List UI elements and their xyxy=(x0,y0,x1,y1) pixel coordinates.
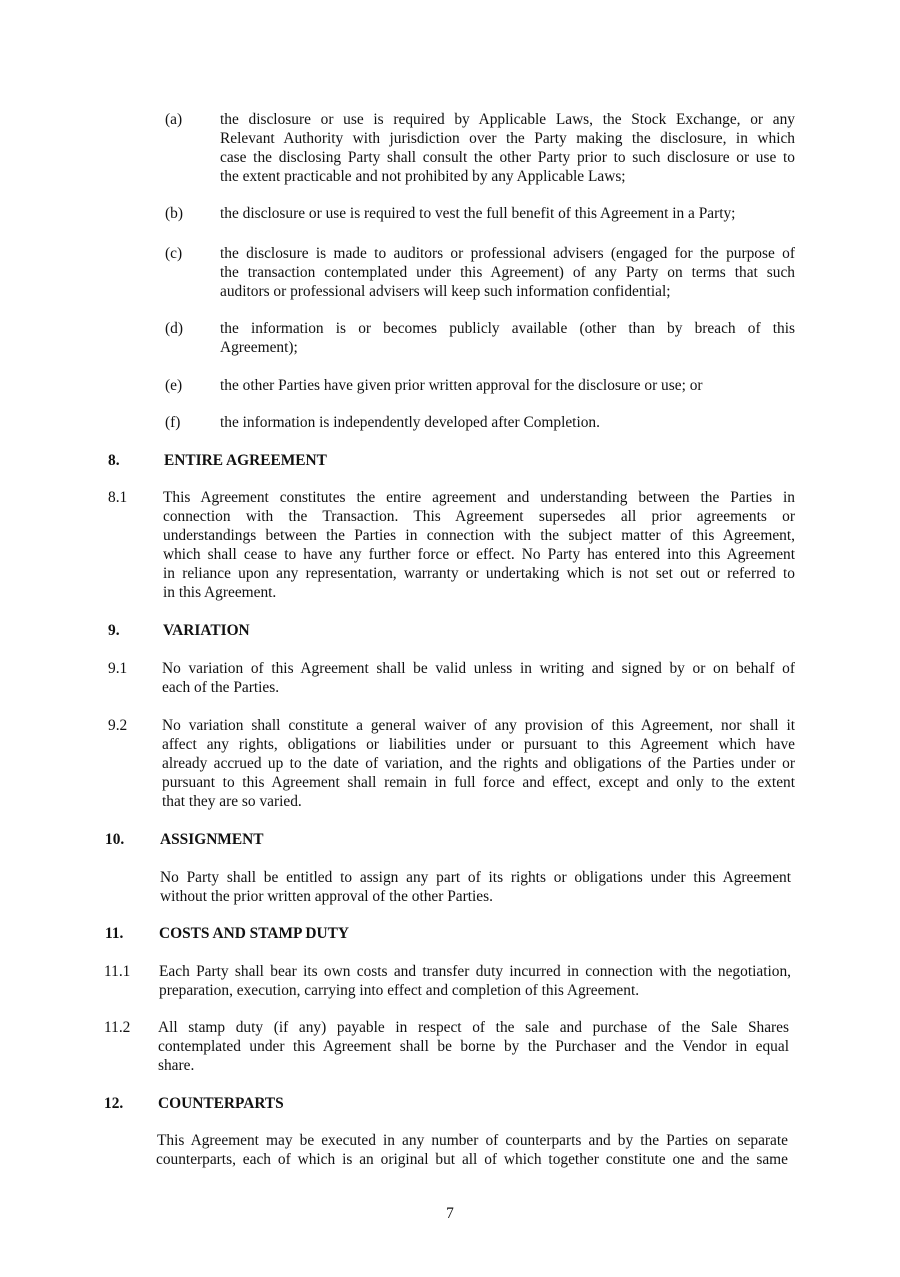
clause-text-line: preparation, execution, carrying into effect and completion of this Agreement. xyxy=(159,982,640,999)
item-label: (a) xyxy=(165,111,183,128)
item-text-line: the information is independently developed after Completion. xyxy=(220,414,600,431)
clause-text-line: Each Party shall bear its own costs and transfer duty incurred in connection with the negotiation, xyxy=(159,963,791,980)
clause-text-line: contemplated under this Agreement shall be borne by the Purchaser and the Vendor in equal xyxy=(158,1038,789,1055)
item-label: (c) xyxy=(165,245,183,262)
item-text-line: Agreement); xyxy=(220,339,298,356)
item-text-line: case the disclosing Party shall consult the other Party prior to such disclosure or use to xyxy=(220,149,795,166)
page-number: 7 xyxy=(446,1205,454,1222)
clause-text-line: counterparts, each of which is an original but all of which together constitute one and the same xyxy=(156,1151,788,1168)
clause-text-line: connection with the Transaction. This Agreement supersedes all prior agreements or xyxy=(163,508,795,525)
section-heading: ASSIGNMENT xyxy=(160,831,264,848)
item-text-line: the transaction contemplated under this Agreement) of any Party on terms that such xyxy=(220,264,795,281)
section-heading: COSTS AND STAMP DUTY xyxy=(159,925,349,942)
item-text-line: auditors or professional advisers will keep such information confidential; xyxy=(220,283,671,300)
clause-text-line: No Party shall be entitled to assign any part of its rights or obligations under this Agreement xyxy=(160,869,791,886)
item-text-line: the disclosure or use is required to vest the full benefit of this Agreement in a Party; xyxy=(220,205,736,222)
item-label: (b) xyxy=(165,205,183,222)
item-text-line: Relevant Authority with jurisdiction over the Party making the disclosure, in which xyxy=(220,130,795,147)
clause-number: 8.1 xyxy=(108,489,128,506)
clause-number: 11.1 xyxy=(104,963,131,980)
section-number: 9. xyxy=(108,622,120,639)
item-label: (e) xyxy=(165,377,183,394)
clause-number: 9.1 xyxy=(108,660,128,677)
clause-number: 9.2 xyxy=(108,717,128,734)
item-text-line: the extent practicable and not prohibited by any Applicable Laws; xyxy=(220,168,626,185)
clause-text-line: that they are so varied. xyxy=(162,793,302,810)
clause-text-line: in this Agreement. xyxy=(163,584,277,601)
clause-text-line: without the prior written approval of the other Parties. xyxy=(160,888,493,905)
section-heading: COUNTERPARTS xyxy=(158,1095,284,1112)
clause-text-line: share. xyxy=(158,1057,195,1074)
section-number: 11. xyxy=(105,925,124,942)
item-text-line: the information is or becomes publicly available (other than by breach of this xyxy=(220,320,795,337)
clause-text-line: understandings between the Parties in connection with the subject matter of this Agreement, xyxy=(163,527,795,544)
clause-text-line: already accrued up to the date of variation, and the rights and obligations of the Parties under or xyxy=(162,755,795,772)
clause-text-line: This Agreement constitutes the entire agreement and understanding between the Parties in xyxy=(163,489,795,506)
section-number: 8. xyxy=(108,452,120,469)
item-text-line: the other Parties have given prior written approval for the disclosure or use; or xyxy=(220,377,703,394)
clause-text-line: pursuant to this Agreement shall remain in full force and effect, except and only to the extent xyxy=(162,774,795,791)
clause-text-line: All stamp duty (if any) payable in respect of the sale and purchase of the Sale Shares xyxy=(158,1019,789,1036)
clause-text-line: This Agreement may be executed in any number of counterparts and by the Parties on separate xyxy=(157,1132,788,1149)
section-heading: ENTIRE AGREEMENT xyxy=(164,452,327,469)
section-number: 10. xyxy=(105,831,125,848)
section-heading: VARIATION xyxy=(163,622,250,639)
clause-number: 11.2 xyxy=(104,1019,131,1036)
clause-text-line: each of the Parties. xyxy=(162,679,280,696)
clause-text-line: which shall cease to have any further force or effect. No Party has entered into this Agreement xyxy=(163,546,795,563)
item-label: (f) xyxy=(165,414,181,431)
clause-text-line: No variation of this Agreement shall be valid unless in writing and signed by or on behalf of xyxy=(162,660,795,677)
clause-text-line: affect any rights, obligations or liabilities under or pursuant to this Agreement which have xyxy=(162,736,795,753)
item-text-line: the disclosure or use is required by Applicable Laws, the Stock Exchange, or any xyxy=(220,111,795,128)
clause-text-line: No variation shall constitute a general waiver of any provision of this Agreement, nor shall it xyxy=(162,717,795,734)
item-text-line: the disclosure is made to auditors or professional advisers (engaged for the purpose of xyxy=(220,245,795,262)
clause-text-line: in reliance upon any representation, warranty or undertaking which is not set out or referred to xyxy=(163,565,795,582)
section-number: 12. xyxy=(104,1095,124,1112)
item-label: (d) xyxy=(165,320,183,337)
